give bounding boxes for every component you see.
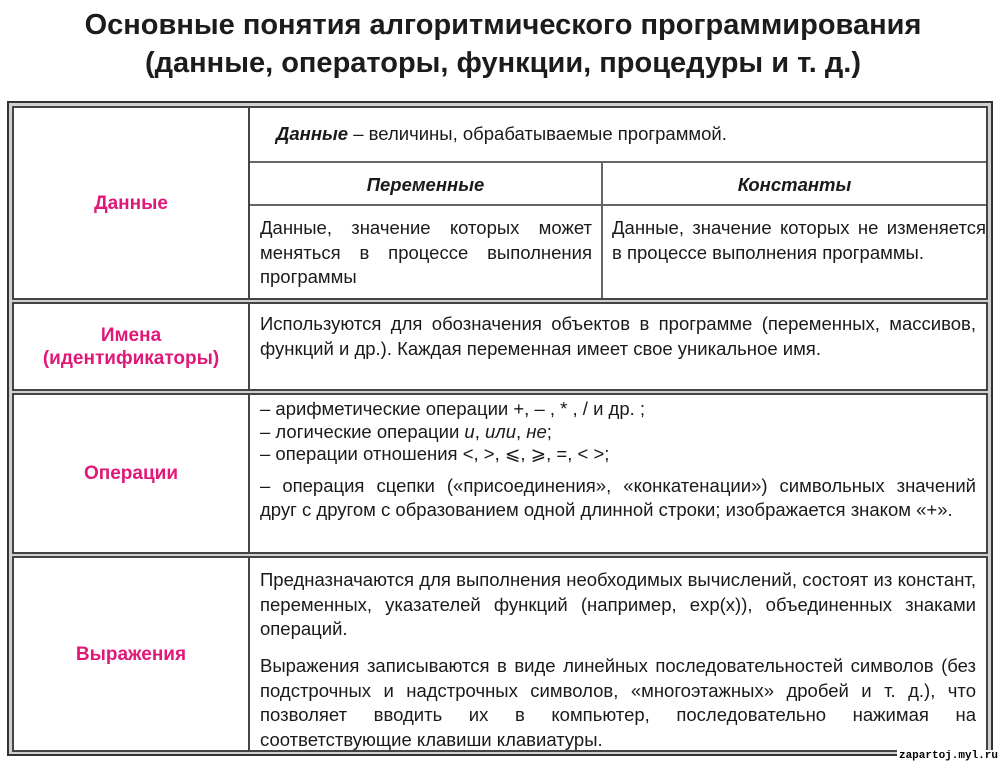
- section-expressions: [12, 556, 988, 752]
- data-definition: [276, 122, 727, 146]
- variables-text: Данные, значение которых может меняться в процессе выполнения программы: [260, 217, 592, 287]
- operations-arithmetic: – арифметические операции +, – , * , / и др. ;: [260, 398, 646, 419]
- logical-and: и: [464, 420, 475, 442]
- section-expressions-content: [250, 558, 986, 750]
- logical-prefix: – логические операции: [260, 420, 465, 442]
- section-names-label: [14, 304, 250, 389]
- operations-list: [260, 398, 976, 523]
- names-label-line-1: Имена: [100, 324, 162, 346]
- expressions-paragraph-1: Предназначаются для выполнения необходимых вычислений, состоят из констант, переменных, указателей функций (например, exp(x)), объединенных знаками операций.: [260, 569, 976, 639]
- logical-or: или: [485, 420, 517, 442]
- title-line-2: (данные, операторы, функции, процедуры и т. д.): [144, 47, 862, 79]
- logical-end: ;: [546, 420, 552, 442]
- page-title: [0, 6, 1006, 82]
- operations-logical: [260, 421, 976, 444]
- section-names-content: [250, 304, 986, 389]
- section-names: [12, 302, 988, 391]
- section-operations-label: Операции: [14, 395, 250, 552]
- section-data-label: Данные: [14, 108, 250, 298]
- logical-not: не: [526, 420, 547, 442]
- section-expressions-label: Выражения: [14, 558, 250, 750]
- concepts-table: [7, 101, 993, 756]
- operations-relation: – операции отношения <, >, ⩽, ⩾, =, < >;: [260, 443, 610, 464]
- names-text: Используются для обозначения объектов в программе (переменных, массивов, функций и др.). Каждая переменная имеет свое уникальное имя.: [260, 313, 976, 359]
- logical-separator: ,: [474, 420, 485, 442]
- section-data: [12, 106, 988, 300]
- section-data-content: [250, 108, 986, 298]
- operations-concat: – операция сцепки («присоединения», «конкатенации») символьных значений друг с другом с образованием одной длинной строки; изображается знаком «+».: [260, 474, 976, 520]
- section-operations-content: [250, 395, 986, 552]
- data-definition-term: Данные: [276, 123, 349, 144]
- logical-separator: ,: [516, 420, 527, 442]
- data-definition-text: – величины, обрабатываемые программой.: [348, 123, 727, 144]
- variables-header: Переменные: [366, 174, 485, 195]
- title-line-1: Основные понятия алгоритмического программирования: [84, 9, 922, 41]
- constants-header: Константы: [737, 174, 852, 195]
- divider: [250, 161, 986, 163]
- section-operations: [12, 393, 988, 554]
- expressions-paragraph-2: Выражения записываются в виде линейных последовательностей символов (без подстрочных и надстрочных символов, «многоэтажных» дробей и т. д.), что позволяет вводить их в компьютер, последовательно нажимая на соответствующие клавиши клавиатуры.: [260, 655, 976, 750]
- divider: [250, 204, 986, 206]
- watermark: zapartoj.myl.ru: [898, 750, 998, 762]
- constants-text: Данные, значение которых не изменяется в процессе выполнения программы.: [612, 217, 986, 263]
- names-label-line-2: (идентификаторы): [42, 347, 220, 369]
